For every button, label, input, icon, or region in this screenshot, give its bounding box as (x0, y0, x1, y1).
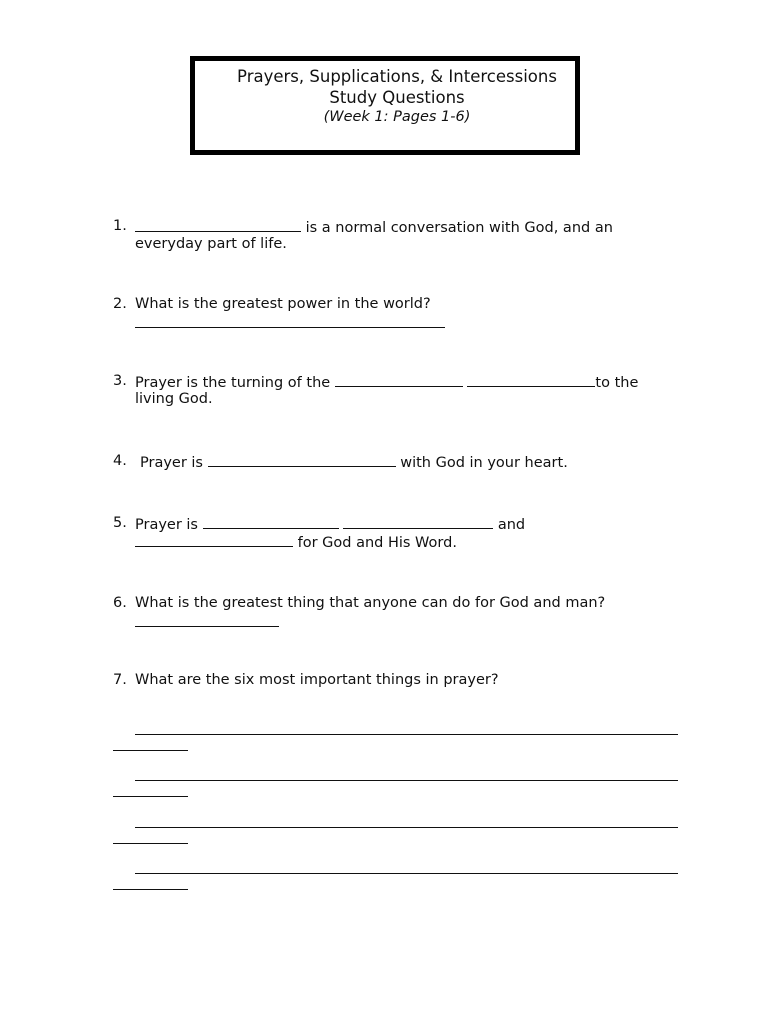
question-number: 1. (113, 218, 127, 234)
question-text: to the (595, 375, 639, 391)
answer-blank[interactable] (135, 533, 293, 547)
week-label: (Week 1: Pages 1-6) (323, 109, 471, 125)
question-5 (113, 515, 693, 551)
question-number: 3. (113, 373, 127, 389)
question-number: 7. (113, 672, 127, 688)
answer-blank[interactable] (335, 373, 463, 387)
question-1 (113, 218, 693, 252)
answer-blank[interactable] (467, 373, 595, 387)
question-text: Prayer is the turning of the (135, 375, 331, 391)
question-text: Prayer is (135, 517, 198, 533)
answer-line[interactable] (113, 889, 188, 890)
question-text: living God. (135, 391, 213, 407)
answer-line[interactable] (135, 734, 678, 735)
question-text: What is the greatest power in the world? (135, 296, 431, 312)
answer-line[interactable] (135, 873, 678, 874)
answer-line[interactable] (135, 827, 678, 828)
answer-line[interactable] (113, 796, 188, 797)
question-text: with God in your heart. (400, 455, 568, 471)
question-text: What are the six most important things in prayer? (135, 672, 499, 688)
document-title: Prayers, Supplications, & Intercessions (237, 67, 557, 86)
answer-line[interactable] (113, 843, 188, 844)
question-6 (113, 595, 693, 611)
answer-line[interactable] (135, 780, 678, 781)
question-text: everyday part of life. (135, 236, 287, 252)
answer-blank[interactable] (203, 515, 339, 529)
question-text: What is the greatest thing that anyone can do for God and man? (135, 595, 606, 611)
answer-blank[interactable] (135, 218, 301, 232)
question-text: and (497, 517, 526, 533)
question-2 (113, 296, 693, 312)
answer-line[interactable] (113, 750, 188, 751)
question-number: 4. (113, 453, 127, 469)
question-text: for God and His Word. (297, 535, 457, 551)
document-subtitle: Study Questions (329, 88, 465, 107)
question-7 (113, 672, 693, 688)
question-number: 6. (113, 595, 127, 611)
question-number: 5. (113, 515, 127, 531)
question-text: Prayer is (140, 455, 203, 471)
answer-blank[interactable] (135, 626, 279, 627)
title-box (190, 56, 580, 155)
question-3 (113, 373, 693, 407)
answer-blank[interactable] (343, 515, 493, 529)
answer-blank[interactable] (135, 327, 445, 328)
question-text: is a normal conversation with God, and an (305, 220, 613, 236)
question-number: 2. (113, 296, 127, 312)
answer-blank[interactable] (208, 453, 396, 467)
question-4 (113, 453, 693, 471)
